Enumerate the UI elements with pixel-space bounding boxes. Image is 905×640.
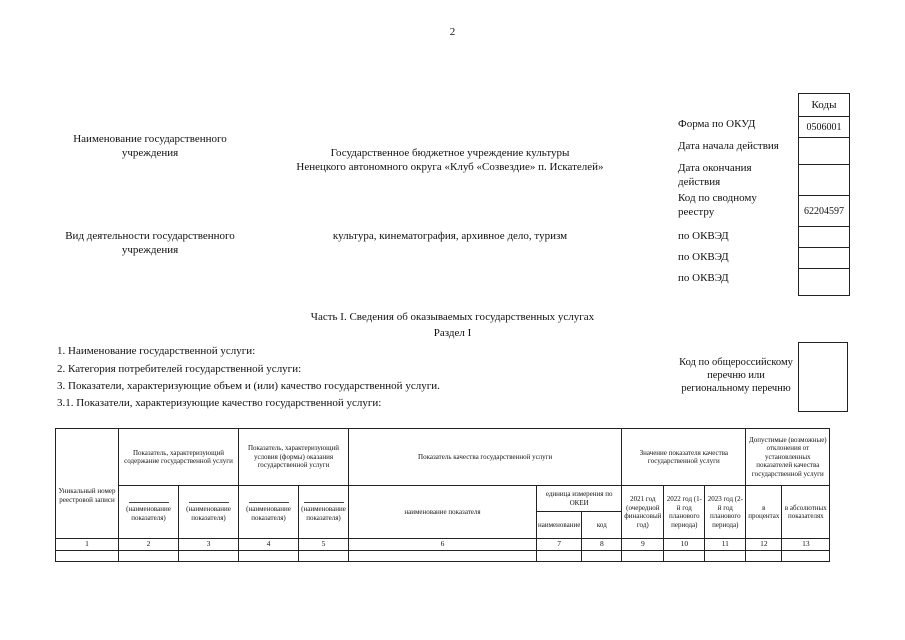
- page-number: 2: [449, 26, 456, 38]
- registry-code-value: 62204597: [799, 196, 850, 227]
- org-name-line2: Ненецкого автономного округа «Клуб «Созвездие» п. Искателей»: [296, 161, 604, 173]
- start-date-label: Дата начала действия: [678, 140, 779, 152]
- activity-value: культура, кинематография, архивное дело, туризм: [332, 230, 568, 242]
- blank-line: [304, 502, 344, 503]
- table-row: [56, 551, 830, 562]
- sub-unit-okei: единица измерения по ОКЕИ: [537, 486, 622, 512]
- sub-unit-name: наименование: [537, 512, 582, 539]
- item-quality-indicators: 3.1. Показатели, характеризующие качество государственной услуги:: [57, 397, 382, 409]
- col-content-indicator: Показатель, характеризующий содержание государственной услуги: [119, 429, 239, 486]
- table-cell: [705, 551, 746, 562]
- col-number: 11: [705, 539, 746, 551]
- blank-line: [249, 502, 289, 503]
- table-cell: [664, 551, 705, 562]
- table-cell: [537, 551, 582, 562]
- sub-year-2021: 2021 год (очередной финансовый год): [622, 486, 664, 539]
- okved-value-2: [799, 248, 850, 269]
- sub-deviation-percent: в процентах: [746, 486, 782, 539]
- col-unique-number-text: Уникальный номер реестровой записи: [58, 487, 116, 504]
- col-number: 1: [56, 539, 119, 551]
- col-number: 13: [782, 539, 830, 551]
- sub-content-name-1-text: (наименование показателя): [126, 505, 171, 522]
- col-number: 6: [349, 539, 537, 551]
- okved-label-3: по ОКВЭД: [678, 272, 729, 284]
- item-consumer-category: 2. Категория потребителей государственной услуги:: [57, 363, 302, 375]
- okved-value-1: [799, 227, 850, 248]
- col-number: 7: [537, 539, 582, 551]
- registry-list-box: [798, 342, 848, 412]
- item-service-name: 1. Наименование государственной услуги:: [57, 345, 256, 357]
- codes-title: Коды: [799, 94, 850, 117]
- okved-label-1: по ОКВЭД: [678, 230, 729, 242]
- sub-conditions-name-2: [299, 486, 349, 539]
- col-number: 3: [179, 539, 239, 551]
- table-cell: [299, 551, 349, 562]
- table-cell: [622, 551, 664, 562]
- registry-list-label: Код по общероссийскому перечню или региональному перечню: [679, 357, 793, 394]
- okud-value: 0506001: [799, 117, 850, 138]
- sub-deviation-absolute: в абсолютных показателях: [782, 486, 830, 539]
- section-title: Раздел I: [433, 327, 472, 339]
- col-number: 9: [622, 539, 664, 551]
- col-unique-number: [56, 429, 119, 539]
- col-quality-values: Значение показателя качества государственной услуги: [622, 429, 746, 486]
- table-cell: [179, 551, 239, 562]
- sub-unit-code: код: [582, 512, 622, 539]
- activity-label: Вид деятельности государственного учреждения: [65, 230, 235, 256]
- table-cell: [349, 551, 537, 562]
- sub-content-name-2-text: (наименование показателя): [186, 505, 231, 522]
- table-cell: [119, 551, 179, 562]
- table-cell: [746, 551, 782, 562]
- quality-table: [55, 428, 830, 562]
- org-label: Наименование государственного учреждения: [73, 133, 227, 159]
- sub-conditions-name-1: [239, 486, 299, 539]
- col-number: 8: [582, 539, 622, 551]
- okved-value-3: [799, 269, 850, 296]
- sub-conditions-name-2-text: (наименование показателя): [301, 505, 346, 522]
- blank-line: [129, 502, 169, 503]
- end-date-label: Дата окончания действия: [678, 162, 752, 188]
- col-number: 2: [119, 539, 179, 551]
- org-name: [255, 146, 645, 174]
- sub-indicator-name: наименование показателя: [349, 486, 537, 539]
- col-conditions-indicator: Показатель, характеризующий условия (формы) оказания государственной услуги: [239, 429, 349, 486]
- item-indicators: 3. Показатели, характеризующие объем и (или) качество государственной услуги.: [57, 380, 440, 392]
- sub-conditions-name-1-text: (наименование показателя): [246, 505, 291, 522]
- column-number-row: [56, 539, 830, 551]
- table-cell: [782, 551, 830, 562]
- end-date-value: [799, 165, 850, 196]
- okud-label: Форма по ОКУД: [678, 118, 756, 130]
- table-cell: [239, 551, 299, 562]
- okved-label-2: по ОКВЭД: [678, 251, 729, 263]
- codes-table: [798, 93, 850, 296]
- blank-line: [189, 502, 229, 503]
- sub-year-2023: 2023 год (2-й год планового периода): [705, 486, 746, 539]
- col-quality-indicator: Показатель качества государственной услуги: [349, 429, 622, 486]
- org-name-line1: Государственное бюджетное учреждение культуры: [330, 147, 570, 159]
- col-number: 5: [299, 539, 349, 551]
- table-cell: [582, 551, 622, 562]
- registry-code-label: Код по сводному реестру: [678, 192, 757, 218]
- sub-content-name-2: [179, 486, 239, 539]
- col-number: 4: [239, 539, 299, 551]
- col-deviations: Допустимые (возможные) отклонения от установленных показателей качества государственной услуги: [746, 429, 830, 486]
- sub-content-name-1: [119, 486, 179, 539]
- col-number: 10: [664, 539, 705, 551]
- sub-year-2022: 2022 год (1-й год планового периода): [664, 486, 705, 539]
- part-title: Часть I. Сведения об оказываемых государственных услугах: [310, 311, 595, 323]
- table-cell: [56, 551, 119, 562]
- start-date-value: [799, 138, 850, 165]
- col-number: 12: [746, 539, 782, 551]
